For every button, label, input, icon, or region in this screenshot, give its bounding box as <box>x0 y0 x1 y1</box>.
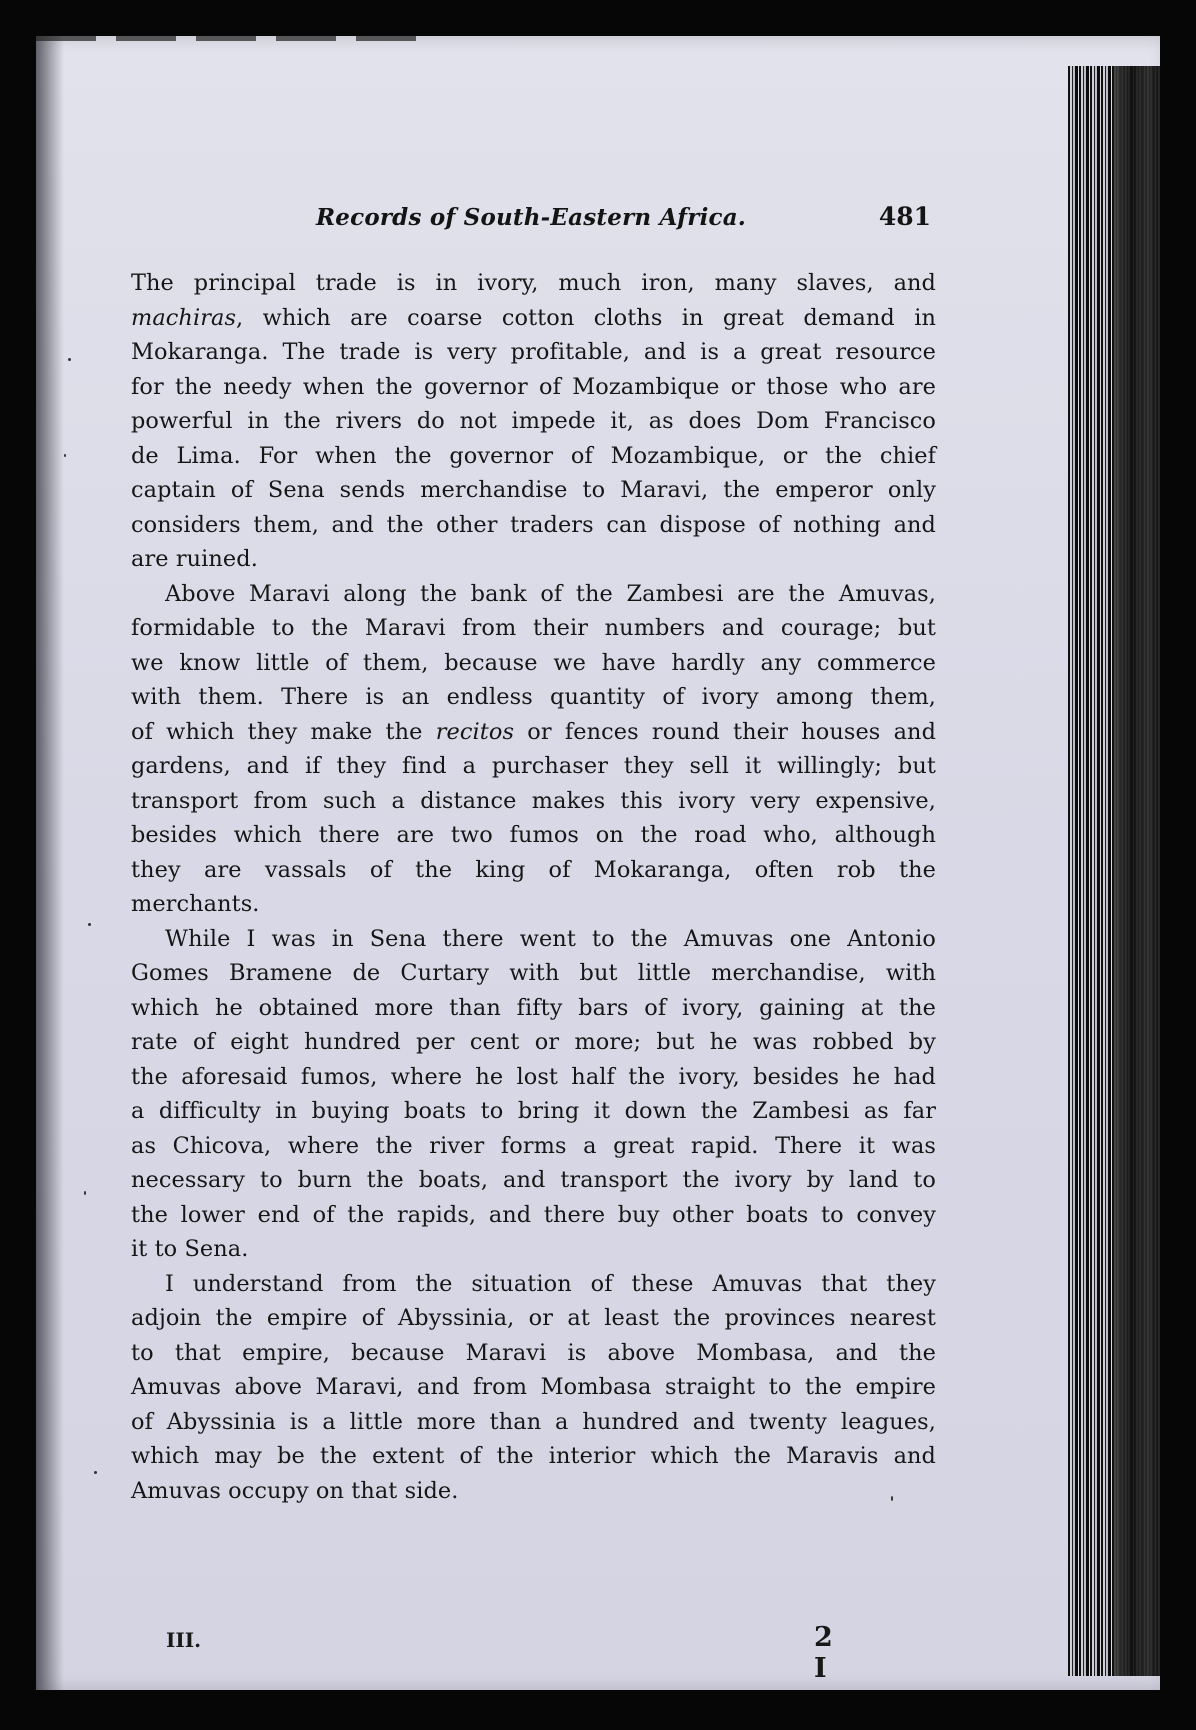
text-line <box>131 1198 936 1233</box>
text-line <box>131 542 936 577</box>
running-title: Records of South-Eastern Africa. <box>315 204 747 231</box>
text-line <box>131 577 936 612</box>
text-line <box>131 922 936 957</box>
text-run: merchants. <box>131 891 260 917</box>
text-run: of which they make the <box>131 718 436 745</box>
text-line <box>131 508 936 543</box>
text-run: besides which there are two fumos on the road who, although <box>131 822 936 848</box>
text-line <box>131 715 936 750</box>
text-run: gardens, and if they find a purchaser they sell it willingly; but <box>131 753 936 779</box>
text-run: The principal trade is in ivory, much iron, many slaves, and <box>131 270 936 296</box>
paragraph <box>131 922 936 1267</box>
body-text <box>131 266 936 1508</box>
text-line <box>131 370 936 405</box>
text-run: Amuvas occupy on that side. <box>131 1477 459 1504</box>
text-line <box>131 473 936 508</box>
text-run: which may be the extent of the interior which the Maravis and <box>131 1443 936 1469</box>
text-line <box>131 439 936 474</box>
italic-term: machiras <box>131 304 237 331</box>
ink-speck <box>64 454 66 457</box>
text-line <box>131 784 936 819</box>
text-run: the aforesaid fumos, where he lost half the ivory, besides he had <box>131 1063 936 1090</box>
ink-speck <box>88 923 91 926</box>
paragraph <box>131 1267 936 1509</box>
text-line <box>131 301 936 336</box>
signature-mark: 2 I <box>814 1622 839 1684</box>
text-run: adjoin the empire of Abyssinia, or at least the provinces nearest <box>131 1305 936 1331</box>
text-run: we know little of them, because we have hardly any commerce <box>131 649 936 676</box>
text-run: are ruined. <box>131 546 258 572</box>
text-line <box>131 1474 936 1509</box>
italic-term: recitos <box>435 718 515 745</box>
page-gutter-shadow <box>36 36 64 1690</box>
ink-speck <box>94 1471 97 1474</box>
text-run: de Lima. For when the governor of Mozambique, or the chief <box>131 442 936 469</box>
text-line <box>131 1025 936 1060</box>
text-line <box>131 887 936 922</box>
page-number: 481 <box>878 202 931 231</box>
text-line <box>131 611 936 646</box>
text-line <box>131 1232 936 1267</box>
text-run: Gomes Bramene de Curtary with but little merchandise, with <box>131 960 936 986</box>
text-run: they are vassals of the king of Mokaranga, often rob the <box>131 856 936 883</box>
text-run: , which are coarse cotton cloths in great demand in <box>236 304 936 331</box>
text-run: of Abyssinia is a little more than a hundred and twenty leagues, <box>131 1408 936 1435</box>
text-run: the lower end of the rapids, and there buy other boats to convey <box>131 1201 936 1228</box>
text-run: captain of Sena sends merchandise to Maravi, the emperor only <box>131 477 936 503</box>
text-line <box>131 646 936 681</box>
text-line <box>131 749 936 784</box>
book-page <box>36 36 1160 1690</box>
text-line <box>131 1439 936 1474</box>
page-header <box>131 204 931 244</box>
text-run: While I was in Sena there went to the Amuvas one Antonio <box>165 925 936 952</box>
text-run: powerful in the rivers do not impede it, as does Dom Francisco <box>131 408 936 434</box>
book-spine-shadow <box>1114 66 1160 1676</box>
text-line <box>131 1405 936 1440</box>
ink-speck <box>68 358 71 361</box>
text-run: as Chicova, where the river forms a great rapid. There it was <box>131 1132 936 1159</box>
ink-speck <box>84 1191 86 1195</box>
text-line <box>131 956 936 991</box>
text-line <box>131 680 936 715</box>
text-run: which he obtained more than fifty bars of ivory, gaining at the <box>131 994 936 1021</box>
text-run: transport from such a distance makes this ivory very expensive, <box>131 787 936 814</box>
text-run: formidable to the Maravi from their numbers and courage; but <box>131 615 936 641</box>
text-run: it to Sena. <box>131 1236 249 1262</box>
text-run: Above Maravi along the bank of the Zambesi are the Amuvas, <box>165 580 936 607</box>
text-line <box>131 266 936 301</box>
text-run: Amuvas above Maravi, and from Mombasa straight to the empire <box>131 1374 936 1400</box>
text-line <box>131 1060 936 1095</box>
paragraph <box>131 266 936 577</box>
text-run: considers them, and the other traders can dispose of nothing and <box>131 511 936 538</box>
text-line <box>131 1336 936 1371</box>
text-line <box>131 1163 936 1198</box>
text-run: to that empire, because Maravi is above Mombasa, and the <box>131 1339 936 1366</box>
text-run: for the needy when the governor of Mozambique or those who are <box>131 373 936 400</box>
top-edge-marks <box>36 36 416 41</box>
text-line <box>131 1370 936 1405</box>
text-line <box>131 991 936 1026</box>
text-line <box>131 853 936 888</box>
text-run: with them. There is an endless quantity of ivory among them, <box>131 684 936 710</box>
text-line <box>131 404 936 439</box>
text-line <box>131 335 936 370</box>
text-run: necessary to burn the boats, and transport the ivory by land to <box>131 1167 936 1193</box>
text-run: Mokaranga. The trade is very profitable, and is a great resource <box>131 339 936 365</box>
text-run: a difficulty in buying boats to bring it down the Zambesi as far <box>131 1098 936 1124</box>
paragraph <box>131 577 936 922</box>
volume-mark: III. <box>166 1628 202 1652</box>
text-line <box>131 1267 936 1302</box>
text-line <box>131 1129 936 1164</box>
text-line <box>131 1094 936 1129</box>
text-line <box>131 818 936 853</box>
text-run: rate of eight hundred per cent or more; but he was robbed by <box>131 1029 936 1055</box>
text-run: I understand from the situation of these Amuvas that they <box>165 1270 936 1297</box>
text-run: or fences round their houses and <box>514 718 937 745</box>
text-line <box>131 1301 936 1336</box>
